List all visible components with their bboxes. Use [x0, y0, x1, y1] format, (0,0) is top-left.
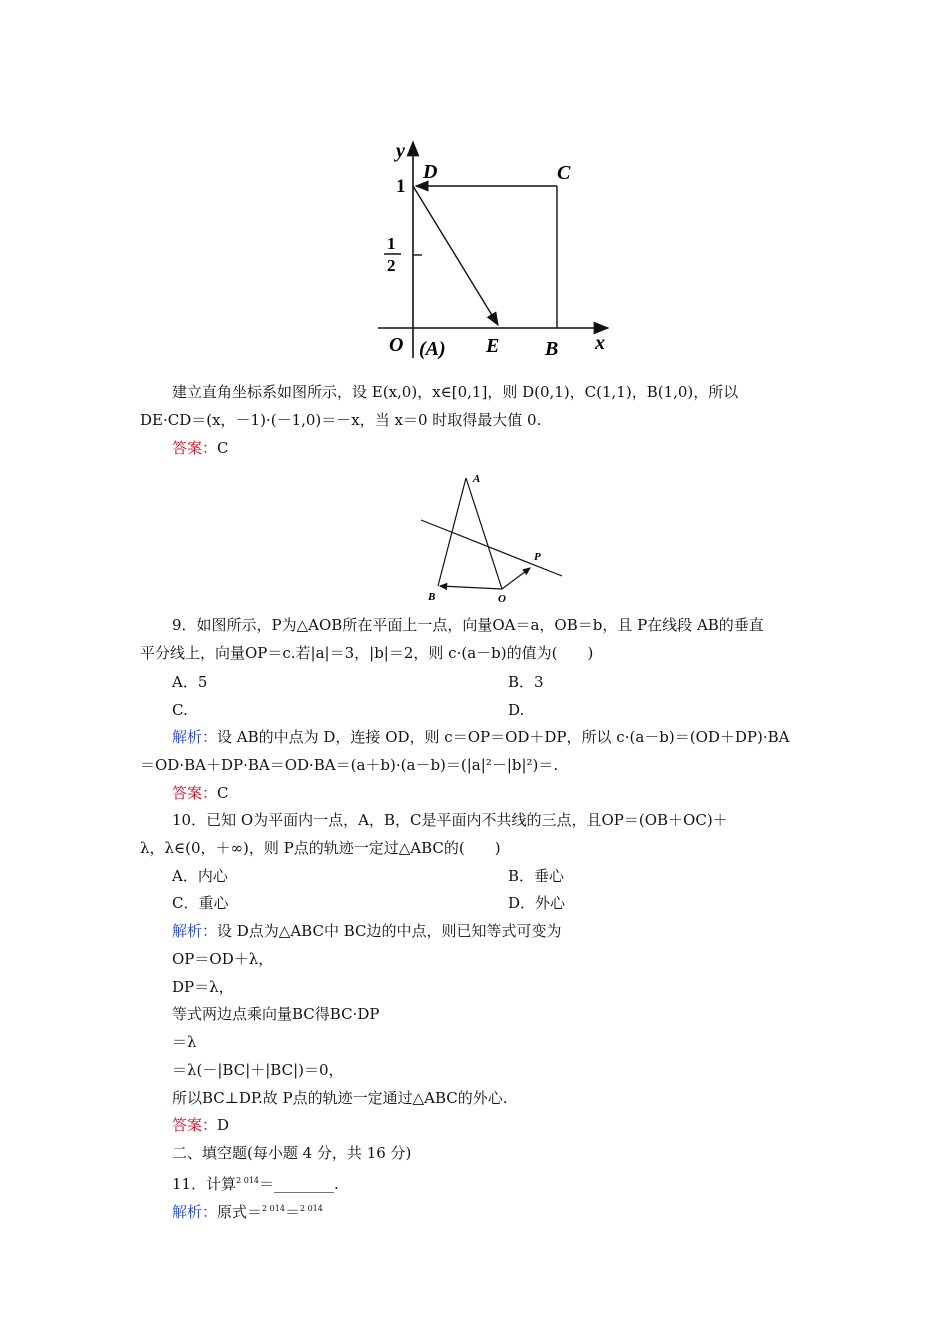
q10-option-B: B．垂心 — [508, 867, 565, 885]
q10-stem-line1: 10．已知 O为平面内一点，A，B，C是平面内不共线的三点，且OP＝(OB＋OC)＋ — [172, 811, 728, 829]
answer-value: D — [217, 1116, 230, 1134]
analysis-exponent-2: 2 014 — [299, 1204, 323, 1213]
point-A-label: A — [473, 473, 481, 485]
q9-option-C: C. — [172, 701, 188, 719]
answer-value: C — [217, 784, 229, 802]
vector-OP — [502, 568, 530, 589]
q9-options-row2 — [172, 700, 772, 720]
q9-answer — [172, 783, 229, 803]
q8-solution-line2: DE·CD＝(x，－1)·(－1,0)＝－x，当 x＝0 时取得最大值 0. — [140, 411, 542, 429]
point-E-label: E — [486, 335, 500, 357]
q9-options-row1 — [172, 672, 772, 692]
q9-analysis-line1 — [172, 727, 790, 747]
q9-stem-line2: 平分线上，向量OP＝c.若|a|＝3，|b|＝2，则 c·(a－b)的值为( ) — [140, 644, 594, 662]
perpendicular-bisector — [421, 520, 562, 576]
q9-analysis-line2: ＝OD·BA＋DP·BA＝OD·BA＝(a＋b)·(a－b)＝(|a|²－|b|²)＝. — [140, 756, 559, 774]
q10-options-row2 — [172, 893, 772, 913]
origin-label: O — [389, 334, 404, 356]
q10-step1: OP＝OD＋λ， — [172, 950, 274, 968]
x-axis-label: x — [595, 332, 605, 354]
q10-stem-line2: λ，λ∈(0，＋∞)，则 P点的轨迹一定过△ABC的( ) — [140, 839, 501, 857]
q9-option-A: A．5 — [172, 673, 208, 691]
q11-prefix: 11．计算 — [172, 1175, 237, 1193]
q9-option-D: D. — [508, 701, 525, 719]
analysis-text: 设 D点为△ABC中 BC边的中点，则已知等式可变为 — [217, 922, 562, 940]
point-B-label: B — [428, 591, 436, 603]
q11-suffix: ＝________. — [259, 1175, 339, 1193]
q10-option-C: C．重心 — [172, 894, 229, 912]
q11-exponent: 2 014 — [236, 1176, 259, 1185]
point-C-label: C — [557, 162, 571, 184]
analysis-label: 解析： — [172, 1203, 218, 1221]
vector-OB — [440, 586, 502, 589]
q10-step5: ＝λ(－|BC|＋|BC|)＝0， — [172, 1061, 344, 1079]
side-AO — [466, 478, 502, 589]
answer-label: 答案： — [172, 784, 218, 802]
q11-analysis — [172, 1199, 323, 1222]
analysis-label: 解析： — [172, 728, 218, 746]
analysis-exponent-1: 2 014 — [262, 1204, 285, 1213]
answer-value: C — [217, 439, 229, 457]
q10-step4: ＝λ — [172, 1033, 197, 1051]
q10-step2: DP＝λ， — [172, 978, 234, 996]
point-B-label: B — [545, 338, 559, 360]
q10-answer — [172, 1115, 229, 1135]
q10-option-A: A．内心 — [172, 867, 228, 885]
q11-stem — [172, 1171, 339, 1194]
section-title: 二、填空题(每小题 4 分，共 16 分) — [172, 1144, 412, 1162]
point-P-label: P — [534, 551, 541, 563]
figure-triangle-bisector — [415, 468, 565, 608]
figure-coordinate-square — [370, 135, 620, 365]
analysis-label: 解析： — [172, 922, 218, 940]
analysis-prefix: 原式＝ — [217, 1203, 263, 1221]
tick-half-denominator: 2 — [387, 256, 396, 275]
vector-DE — [413, 186, 498, 325]
point-A-label: (A) — [419, 338, 446, 360]
q10-step6: 所以BC⊥DP.故 P点的轨迹一定通过△ABC的外心. — [172, 1089, 508, 1107]
q9-stem-line1: 9．如图所示，P为△AOB所在平面上一点，向量OA＝a，OB＝b，且 P在线段 AB的垂直 — [172, 616, 764, 634]
point-O-label: O — [498, 593, 506, 605]
q10-option-D: D．外心 — [508, 894, 566, 912]
q10-step3: 等式两边点乘向量BC得BC·DP — [172, 1005, 380, 1023]
answer-label: 答案： — [172, 1116, 218, 1134]
q8-solution-line1: 建立直角坐标系如图所示，设 E(x,0)，x∈[0,1]，则 D(0,1)，C(1,1)，B(1,0)，所以 — [172, 383, 739, 401]
analysis-text: 设 AB的中点为 D，连接 OD，则 c＝OP＝OD＋DP，所以 c·(a－b)＝(OD＋DP)·BA — [217, 728, 790, 746]
y-axis-label: y — [396, 140, 405, 162]
q10-options-row1 — [172, 866, 772, 886]
q10-analysis-line1 — [172, 921, 562, 941]
answer-label: 答案： — [172, 439, 218, 457]
q8-answer — [172, 438, 229, 458]
point-D-label: D — [423, 161, 438, 183]
q9-option-B: B．3 — [508, 673, 544, 691]
tick-half-numerator: 1 — [387, 234, 396, 253]
tick-one-label: 1 — [396, 176, 406, 197]
analysis-equals: ＝ — [284, 1203, 300, 1221]
